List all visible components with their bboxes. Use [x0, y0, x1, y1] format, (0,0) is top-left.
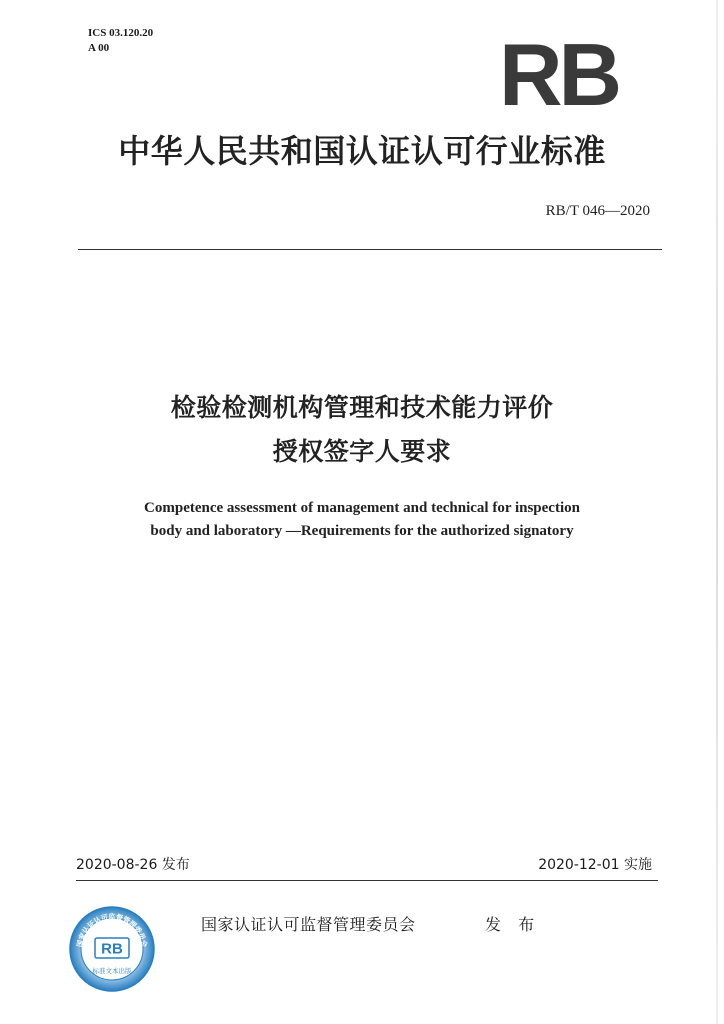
- implementation-date: 2020-12-01 实施: [538, 857, 652, 873]
- publisher-name: 国家认证认可监督管理委员会: [201, 915, 416, 934]
- footer-divider: [76, 880, 658, 881]
- rb-logo-text: RB: [498, 38, 619, 110]
- rb-logo: [487, 38, 630, 110]
- english-title-line-1: Competence assessment of management and technical for inspection: [144, 500, 580, 516]
- chinese-title-line-2: 授权签字人要求: [272, 437, 452, 466]
- english-title-line-2: body and laboratory —Requirements for the authorized signatory: [150, 523, 574, 539]
- standard-code: RB/T 046—2020: [545, 203, 650, 219]
- publisher-seal-icon: [68, 905, 156, 993]
- header-divider: [78, 249, 662, 250]
- chinese-title-line-1: 检验检测机构管理和技术能力评价: [170, 393, 554, 422]
- ics-code: ICS 03.120.20: [88, 27, 154, 39]
- seal-top-text: 国家认证认可监督管理委员会: [75, 913, 149, 948]
- ccs-code: A 00: [88, 42, 110, 54]
- page-edge-shadow: [716, 0, 718, 1024]
- standard-type-heading: 中华人民共和国认证认可行业标准: [118, 132, 606, 170]
- publish-label: 发 布: [485, 915, 541, 934]
- issue-date: 2020-08-26 发布: [76, 857, 190, 873]
- seal-bottom-text: 标准文本出版: [92, 967, 132, 975]
- seal-center-text: RB: [101, 940, 123, 958]
